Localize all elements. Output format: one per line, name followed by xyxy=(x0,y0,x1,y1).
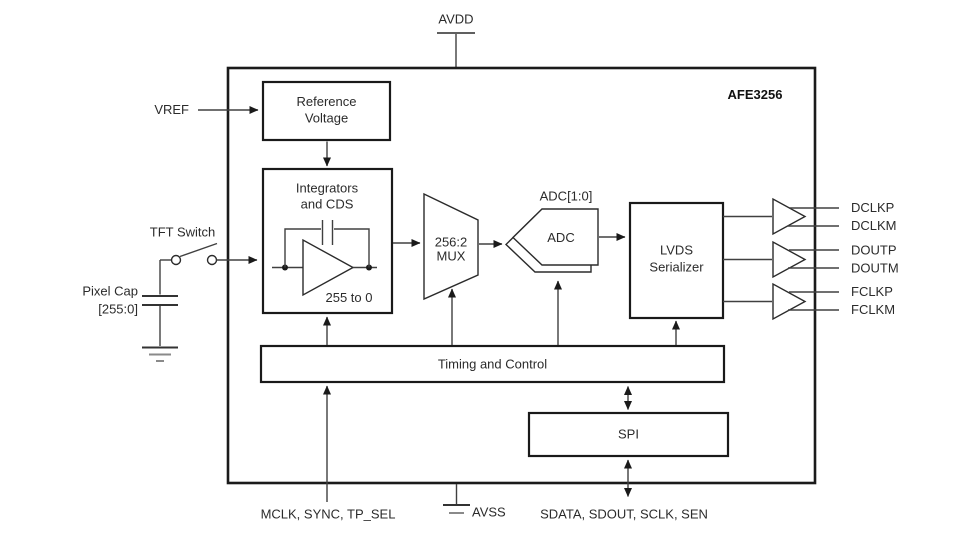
tft-switch-label: TFT Switch xyxy=(149,224,216,240)
output-pin-label: FCLKM xyxy=(851,302,896,317)
pixel-cap-label-2: [255:0] xyxy=(98,301,138,317)
control-wires xyxy=(327,281,676,502)
chip-title: AFE3256 xyxy=(727,87,783,102)
output-pin-label: DOUTM xyxy=(851,260,899,276)
reference-voltage-label-1: Reference xyxy=(296,94,357,109)
vref-label: VREF xyxy=(154,102,189,117)
switch-throw-icon xyxy=(208,256,217,265)
output-pin-label: DCLKM xyxy=(851,218,897,233)
lvds-serializer-block xyxy=(630,203,723,318)
lvds-buffer-icon xyxy=(773,242,805,277)
reference-voltage-label-2: Voltage xyxy=(304,110,349,126)
adc-label: ADC xyxy=(547,230,575,245)
switch-pole-icon xyxy=(172,256,181,265)
lvds-buffer-icon xyxy=(773,284,805,319)
lvds-buffer-icon xyxy=(773,199,805,234)
adc-block xyxy=(506,189,625,273)
switch-lever-icon xyxy=(180,244,217,257)
output-pin-label: DCLKP xyxy=(851,200,895,215)
mux-label-2: MUX xyxy=(436,248,466,264)
tft-switch-symbol xyxy=(150,225,257,265)
avss-ground-symbol xyxy=(443,484,506,520)
output-pin-label: FCLKP xyxy=(851,284,893,299)
pixel-cap-symbol xyxy=(82,260,178,361)
mclk-pins-label: MCLK, SYNC, TP_SEL xyxy=(260,506,396,522)
pixel-cap-label-1: Pixel Cap xyxy=(82,283,138,299)
avss-label: AVSS xyxy=(472,504,506,520)
avdd-power-symbol xyxy=(437,12,475,68)
lvds-label-2: Serializer xyxy=(649,259,704,275)
mux-label-1: 256:2 xyxy=(434,234,468,250)
vref-input xyxy=(154,102,258,117)
avdd-label: AVDD xyxy=(438,11,474,27)
reference-voltage-block xyxy=(263,82,390,166)
integrators-count-label: 255 to 0 xyxy=(325,290,373,305)
integrators-block xyxy=(263,169,420,313)
adc-bus-label: ADC[1:0] xyxy=(539,188,593,204)
spi-label: SPI xyxy=(618,426,639,442)
output-pin-label: DOUTP xyxy=(851,242,897,258)
timing-label: Timing and Control xyxy=(437,356,548,372)
timing-control-block xyxy=(261,346,724,382)
integrators-label-2: and CDS xyxy=(300,196,354,212)
lvds-output-buffers xyxy=(723,199,899,319)
integrators-label-1: Integrators xyxy=(295,180,359,196)
lvds-label-1: LVDS xyxy=(660,242,693,258)
mux-block xyxy=(424,194,502,299)
sdata-pins-label: SDATA, SDOUT, SCLK, SEN xyxy=(540,506,708,522)
